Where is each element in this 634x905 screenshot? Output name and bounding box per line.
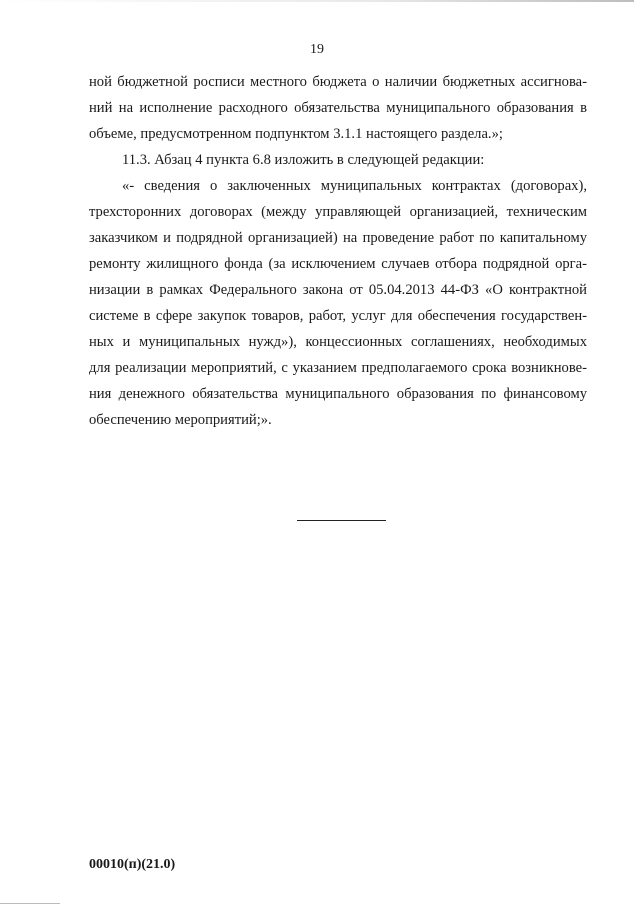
- scan-edge-bottom: [0, 903, 60, 904]
- text-line-1: ной бюджетной росписи местного бюджета о наличии бюджетных ассигнова-: [89, 74, 587, 90]
- text-line-11: ных и муниципальных нужд»), концессионных соглашениях, необходимых: [89, 334, 587, 350]
- text-line-10: системе в сфере закупок товаров, работ, услуг для обеспечения государствен-: [89, 308, 587, 324]
- text-line-14: обеспечению мероприятий;».: [89, 412, 272, 428]
- text-line-8: ремонту жилищного фонда (за исключением случаев отбора подрядной орга-: [89, 256, 587, 272]
- text-line-12: для реализации мероприятий, с указанием предполагаемого срока возникнове-: [89, 360, 587, 376]
- text-line-6: трехсторонних договорах (между управляющей организацией, техническим: [89, 204, 587, 220]
- text-line-9: низации в рамках Федерального закона от 05.04.2013 44-ФЗ «О контрактной: [89, 282, 587, 298]
- scan-edge-top: [0, 0, 634, 2]
- text-line-7: заказчиком и подрядной организацией) на проведение работ по капитальному: [89, 230, 587, 246]
- document-code: 00010(п)(21.0): [89, 857, 176, 872]
- text-line-5: «- сведения о заключенных муниципальных контрактах (договорах),: [122, 178, 587, 194]
- page-number: 19: [310, 42, 324, 57]
- section-separator-line: [297, 520, 386, 521]
- paragraph-11-3-heading: 11.3. Абзац 4 пункта 6.8 изложить в следующей редакции:: [122, 152, 485, 168]
- text-line-13: ния денежного обязательства муниципального образования по финансовому: [89, 386, 587, 402]
- text-line-3: объеме, предусмотренном подпунктом 3.1.1 настоящего раздела.»;: [89, 126, 503, 142]
- text-line-2: ний на исполнение расходного обязательства муниципального образования в: [89, 100, 587, 116]
